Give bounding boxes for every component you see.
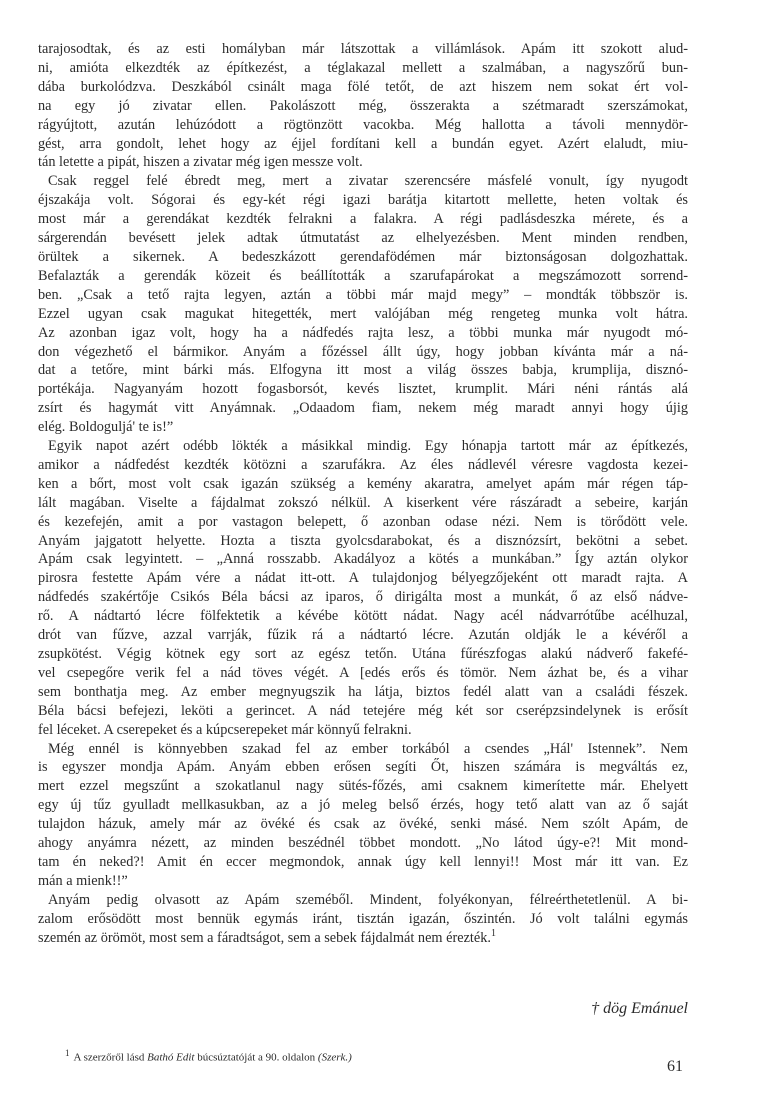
text-line: egy új tűz gyulladt mellkasukban, az a jó meleg belső érzés, hogy tető alatt van az ő saját [38, 797, 688, 814]
text-line: rágyújtott, azután lehúzódott a rögtönzött vacokba. Még hallotta a távoli mennydör- [38, 116, 688, 133]
text-line: sárgerendán bevésett jelek adtak útmutatást az elhelyezésben. Ment minden rendben, [38, 230, 688, 247]
text-line: ni, amióta elkezdték az építkezést, a téglakazal mellett a szalmában, a nagyszőrű bun- [38, 59, 688, 76]
text-line: pirosra festette Apám vére a nádat itt-ott. A tulajdonjog bélyegzőjeként ott maradt rajta. A [38, 570, 688, 587]
footnote-text-after: búcsúztatóját a 90. oldalon [194, 1051, 318, 1064]
paragraph [38, 172, 688, 437]
text-line: ahogy anyámra nézett, az minden beszédnél többet mondott. „No látod úgy-e?! Mit mond- [38, 835, 688, 852]
text-line: mert ezzel megszűnt a szokatlanul nagy sütés-főzés, ami csaknem kimerítette már. Ehelyett [38, 778, 688, 795]
text-line: gést, arra gondolt, lehet hogy az éjjel fordítani kell a bundán egyet. Azért elaludt, miu- [38, 135, 688, 152]
paragraph [38, 891, 688, 948]
text-line: szemén az örömöt, most sem a fáradtságot, sem a sebek fájdalmát nem érezték.$^1$ [38, 927, 496, 946]
text-line: Ezzel ugyan csak magukat hitegették, mert valójában még rengeteg munka volt hátra. [38, 305, 688, 322]
paragraph [38, 40, 688, 172]
text-line: Csak reggel felé ébredt meg, mert a zivatar szerencsére másfelé vonult, így nyugodt [48, 173, 688, 190]
text-line: zsupkötést. Végig kötnek egy sort az egész tetőn. Utána fűrészfogas alakú nádverő fakefé- [38, 646, 688, 662]
footnote-name: Bathó Edit [147, 1051, 195, 1064]
text-line: Anyám pedig olvasott az Apám szeméből. Mindent, folyékonyan, félreérthetetlenül. A bi- [48, 891, 688, 908]
text-line: drót van fűzve, azzal varrják, fűzik rá a nádtartó lécre. Azután oldják le a kévéről a [38, 627, 688, 644]
text-line: dat a tetőre, mint bárki más. Elfogyna itt most a világ összes babja, krumplija, disznó- [38, 362, 688, 379]
text-line: örültek a sikernek. A bedeszkázott gerendafödémen már biztonságosan dolgozhattak. [38, 248, 688, 265]
footnote-reference: 1 [490, 927, 496, 939]
text-line: ken a bőrt, most volt csak igazán szükség a kemény akaratra, amelyet apám már régen táp- [38, 475, 688, 492]
text-line: Béla bácsi befejezi, leköti a gerincet. A nád tetejére még két sor cserépzsindelynek is erősít [38, 702, 688, 719]
body-text [38, 40, 688, 948]
text-line: elég. Boldoguljá' te is!” [38, 419, 174, 436]
text-line: Anyám jajgatott helyette. Hozta a tiszta gyolcsdarabokat, és a disznózsírt, bekötni a sebet. [38, 532, 688, 549]
text-line: Apám csak legyintett. – „Anná rosszabb. Akadályoz a kötés a munkában.” Így aztán olykor [38, 551, 688, 568]
text-line: don végezhető el bármikor. Anyám a főzéssel állt úgy, hogy jobban kívánta már a ná- [38, 343, 688, 360]
text-line: fel léceket. A cserepeket és a kúpcserepeket már könnyű felrakni. [38, 721, 412, 738]
text-line: rő. A nádtartó lécre fölfektetik a kévébe kötött nádat. Nagy acél nádvarrótűbe acélhuzal, [38, 608, 688, 625]
footnote [65, 1048, 352, 1064]
text-line: tarajosodtak, és az esti homályban már látszottak a villámlások. Apám itt szokott alud- [38, 41, 688, 57]
text-line: tulajdon házuk, amely már az övéké és csak az övéké, senki másé. Nem szólt Apám, de [38, 816, 688, 833]
paragraph [38, 437, 688, 740]
text-line: mán a mienk!!” [38, 872, 128, 889]
footnote-tag: (Szerk.) [317, 1051, 352, 1064]
text-line: és kezefején, amit a por vastagon belepett, ő azonban odase nézi. Nem is törődött vele. [38, 513, 688, 530]
text-line: lált magában. Viselte a fájdalmat zokszó nélkül. A kiserkent vére rászáradt a sebeire, karján [38, 494, 688, 511]
text-line: vel csepegőre verik fel a nád töves végét. A [edés erős és tömör. Nem ázhat be, és a vihar [38, 664, 688, 681]
text-line: zalom erősödött most bennük egymás iránt, tisztán igazán, őszintén. Jó volt találni egymás [38, 910, 688, 927]
text-line: is egyszer mondja Apám. Anyám ebben erősen segíti Őt, hiszen számára is megváltás ez, [38, 759, 688, 776]
page-number: 61 [667, 1058, 683, 1075]
text-line: na egy jó zivatar ellen. Pakolászott még, összerakta a szétmaradt szerszámokat, [38, 97, 688, 114]
text-line: most már a gerendákat kezdték felrakni a falakra. A régi padlásdeszka mérete, és a [38, 211, 688, 228]
paragraph [38, 740, 688, 891]
text-line: sem bonthatja meg. Az ember megnyugszik ha látja, biztos fedél alatt van a családi fészek. [38, 683, 688, 700]
text-line: tam én neked?! Amit én eccer megmondok, annak úgy kell lennyi!! Most már itt van. Ez [38, 853, 688, 870]
text-line: dába burkolódzva. Deszkából csinált maga fölé tetőt, de azt hiszem nem sokat ért vol- [38, 78, 688, 95]
text-line: amikor a nádfedést kezdték kötözni a szarufákra. Az éles nádlevél véresre vagdosta kezei- [38, 456, 688, 473]
text-line: zsírt és hagymát vitt Anyámnak. „Odaadom fiam, nekem még maradt annyi hogy újig [38, 400, 688, 417]
text-line: tán letette a pipát, hiszen a zivatar még igen messze volt. [38, 154, 363, 171]
text-line: nádfedés szakértője Csikós Béla bácsi az iparos, ő dirigálta most a munkát, ő az első nádve- [38, 589, 688, 606]
text-line: Még ennél is könnyebben szakad fel az ember torkából a csendes „Hál' Istennek”. Nem [48, 740, 688, 757]
text-line: éjszakája volt. Sógorai és egy-két régi igazi barátja kitartott mellette, heten voltak és [38, 192, 688, 209]
text-line: portékája. Nagyanyám hozott fogasborsót, kevés lisztet, krumplit. Mári néni rántás alá [38, 381, 688, 398]
footnote-text-before: A szerzőről lásd [73, 1051, 148, 1064]
text-line: Az azonban igaz volt, hogy ha a nádfedés rajta lesz, a többi munka már nyugodt mó- [38, 324, 688, 341]
footnote-marker: 1 [65, 1048, 70, 1058]
author-signature: † dög Emánuel [591, 1000, 688, 1017]
text-line: ben. „Csak a tető rajta legyen, aztán a többi már majd megy” – mondták többször is. [38, 286, 688, 303]
text-line: Egyik napot azért odébb lökték a másikkal mindig. Egy hónapja tartott már az építkezés, [48, 438, 688, 455]
text-line: Befalazták a gerendák közeit és beállították a szarufapárokat a megszámozott sorrend- [38, 267, 688, 284]
